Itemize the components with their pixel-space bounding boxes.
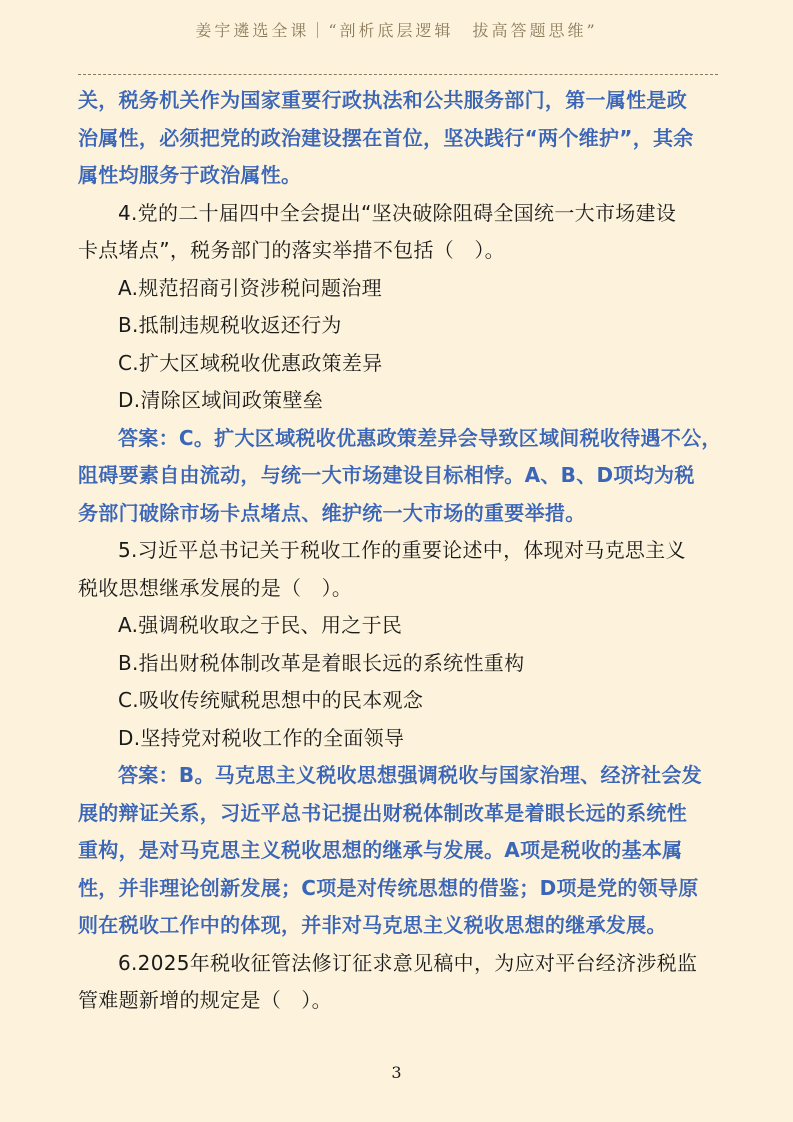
option-line: A.规范招商引资涉税问题治理: [118, 275, 382, 300]
answer-line: 阻碍要素自由流动，与统一大市场建设目标相悖。A、B、D项均为税: [78, 463, 695, 487]
question-line: 管难题新增的规定是（ ）。: [78, 988, 332, 1012]
option-line: B.指出财税体制改革是着眼长远的系统性重构: [118, 650, 525, 675]
answer-line: 性，并非理论创新发展；C项是对传统思想的借鉴；D项是党的领导原: [78, 875, 699, 900]
answer-line: 属性均服务于政治属性。: [78, 163, 302, 187]
question-line: 卡点堵点”，税务部门的落实举措不包括（ ）。: [78, 238, 505, 262]
page-header: 姜宇遴选全课｜“剖析底层逻辑 拔高答题思维”: [195, 21, 598, 40]
answer-line: 答案：B。马克思主义税收思想强调税收与国家治理、经济社会发: [118, 763, 702, 787]
option-line: B.抵制违规税收返还行为: [118, 313, 342, 337]
header-divider: [78, 74, 718, 75]
answer-line: 则在税收工作中的体现，并非对马克思主义税收思想的继承发展。: [78, 913, 667, 937]
answer-line: 重构，是对马克思主义税收思想的继承与发展。A项是税收的基本属: [78, 838, 683, 862]
answer-line: 治属性，必须把党的政治建设摆在首位，坚决践行“两个维护”，其余: [78, 125, 694, 150]
answer-line: 关，税务机关作为国家重要行政执法和公共服务部门，第一属性是政: [78, 88, 687, 112]
question-line: 5.习近平总书记关于税收工作的重要论述中，体现对马克思主义: [118, 538, 686, 562]
option-line: D.坚持党对税收工作的全面领导: [118, 725, 405, 750]
option-line: C.吸收传统赋税思想中的民本观念: [118, 688, 424, 712]
option-line: A.强调税收取之于民、用之于民: [118, 613, 403, 637]
answer-line: 展的辩证关系，习近平总书记提出财税体制改革是着眼长远的系统性: [78, 800, 687, 825]
page-number: 3: [391, 1063, 402, 1082]
question-line: 6.2025年税收征管法修订征求意见稿中，为应对平台经济涉税监: [118, 950, 698, 975]
question-line: 税收思想继承发展的是（ ）。: [78, 575, 353, 600]
answer-line: 务部门破除市场卡点堵点、维护统一大市场的重要举措。: [78, 500, 586, 525]
question-line: 4.党的二十届四中全会提出“坚决破除阻碍全国统一大市场建设: [118, 200, 677, 225]
option-line: C.扩大区域税收优惠政策差异: [118, 350, 383, 375]
page-body: [78, 82, 722, 1020]
answer-line: 答案：C。扩大区域税收优惠政策差异会导致区域间税收待遇不公，: [118, 425, 722, 450]
option-line: D.清除区域间政策壁垒: [118, 388, 324, 412]
